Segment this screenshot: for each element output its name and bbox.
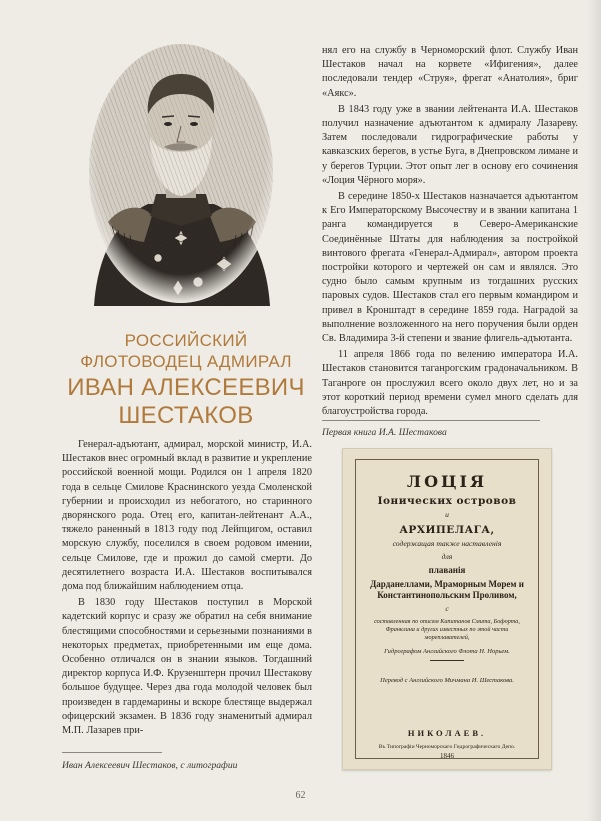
article-kicker [60, 330, 312, 372]
paragraph: В середине 1850-х Шестаков назначается адъютантом к Его Императорскому Высочеству и в звании капитана 1 ранга командируется в Северо-Американские Соединённые Штаты для наблюдения за постройкой винтового фрегата «Генерал-Адмирал», автором проекта постройки которого и чертежей он сам и являлся. Это судно было самым крупным из тогдашних русских паровых судов. Шестаков стал его первым командиром и привел в Кронштадт в середине 1859 года. Наградой за выполнение возложенного на него поручения были орден Св. Владимира 3-й степени и звание флигель-адъютанта. [322, 191, 578, 345]
book-line: для [441, 552, 453, 561]
book-year: 1846 [440, 752, 454, 760]
book-line: Перевод с Английского Мичмана И. Шестакова. [380, 677, 514, 684]
paragraph: 11 апреля 1866 года по велению императора И.А. Шестаков становится таганрогским градоначальником. В Таганроге он прослужил всего около двух лет, но и за этот короткий период времени сумел много сделать для благоустройства города. [322, 349, 578, 418]
book-divider [430, 660, 464, 661]
book-title-page-image [342, 448, 552, 770]
caption-rule [322, 420, 540, 421]
book-line: составленная по описям Капитанов Смита, Бофорта, Франклина и других известных по этой части мореплавателей, [374, 618, 520, 641]
left-text-column [62, 438, 312, 740]
book-line: плаванія [428, 565, 466, 575]
paragraph: В 1830 году Шестаков поступил в Морской кадетский корпус и сразу же обратил на себя внимание блестящими способностями и серьезными познаниями в некоторых предметах, приобретенными им еще дома. Особенно отличался он в знании языков. Тогдашний директор корпуса И.Ф. Крузенштерн прочил Шестакову большое будущее. Через два года молодой человек был произведен в гардемарины и вскоре блестяще выдержал офицерский экзамен. В 1836 году знаменитый адмирал М.П. Лазарев при- [62, 597, 312, 737]
paragraph: Генерал-адъютант, адмирал, морской министр, И.А. Шестаков внес огромный вклад в развитие и укрепление российской военной мощи. Родился он 1 апреля 1820 года в сельце Смилове Краснинского уезда Смоленской губернии и происходил из небогатого, но старинного дворянского рода. Отец его, капитан-лейтенант А.А., тяжело раненный в 1813 году под Лейпцигом, оставил морскую службу, поселился в своем родовом имении, сельце Смилове, где и прожил до самой смерти. До десятилетнего возраста И.А. Шестаков воспитывался дома под ближайшим наблюдением отца. [62, 439, 312, 593]
book-caption: Первая книга И.А. Шестакова [322, 427, 447, 438]
title-line: ИВАН АЛЕКСЕЕВИЧ [67, 374, 305, 401]
book-line: содержащая также наставленія [392, 539, 502, 548]
paragraph: нял его на службу в Черноморский флот. Службу Иван Шестаков начал на корвете «Ифигения», далее последовали тендер «Струя», фрегат «Анатолия», бриг «Аякс». [322, 45, 578, 99]
portrait-engraving [86, 44, 276, 306]
book-line: Дарданеллами, Мраморным Морем и Константинопольским Проливом, [370, 579, 524, 600]
title-line: ШЕСТАКОВ [118, 402, 254, 429]
book-line: и [445, 510, 449, 519]
paragraph: В 1843 году уже в звании лейтенанта И.А. Шестаков получил назначение адъютантом к адмиралу Лазареву. Затем последовали гидрографические работы у кавказских берегов, в устье Буга, в Днепровском лимане и у берегов Турции. Этот опыт лег в основу его сочинения «Лоция Чёрного моря». [322, 103, 578, 186]
kicker-line: РОССИЙСКИЙ [124, 331, 248, 350]
book-press: Въ Типографіи Черноморскаго Гидрографическаго Депо. [378, 744, 516, 750]
caption-rule [62, 752, 162, 753]
book-line: АРХИПЕЛАГА, [399, 524, 495, 536]
book-title-frame [355, 459, 539, 759]
page-gutter-shadow [587, 0, 601, 821]
right-text-column [322, 44, 578, 421]
book-city: НИКОЛАЕВ. [407, 728, 487, 738]
book-line: с [445, 604, 449, 613]
page-number: 62 [295, 790, 306, 801]
kicker-line: ФЛОТОВОДЕЦ АДМИРАЛ [80, 352, 292, 371]
book-line: Іонических островов [377, 495, 517, 507]
portrait-caption: Иван Алексеевич Шестаков, с литографии [62, 760, 238, 771]
book-line: Гидрографом Английского Флота Н. Норьем. [384, 648, 510, 655]
article-title [60, 374, 312, 430]
book-title: ЛОЦІЯ [406, 472, 488, 491]
